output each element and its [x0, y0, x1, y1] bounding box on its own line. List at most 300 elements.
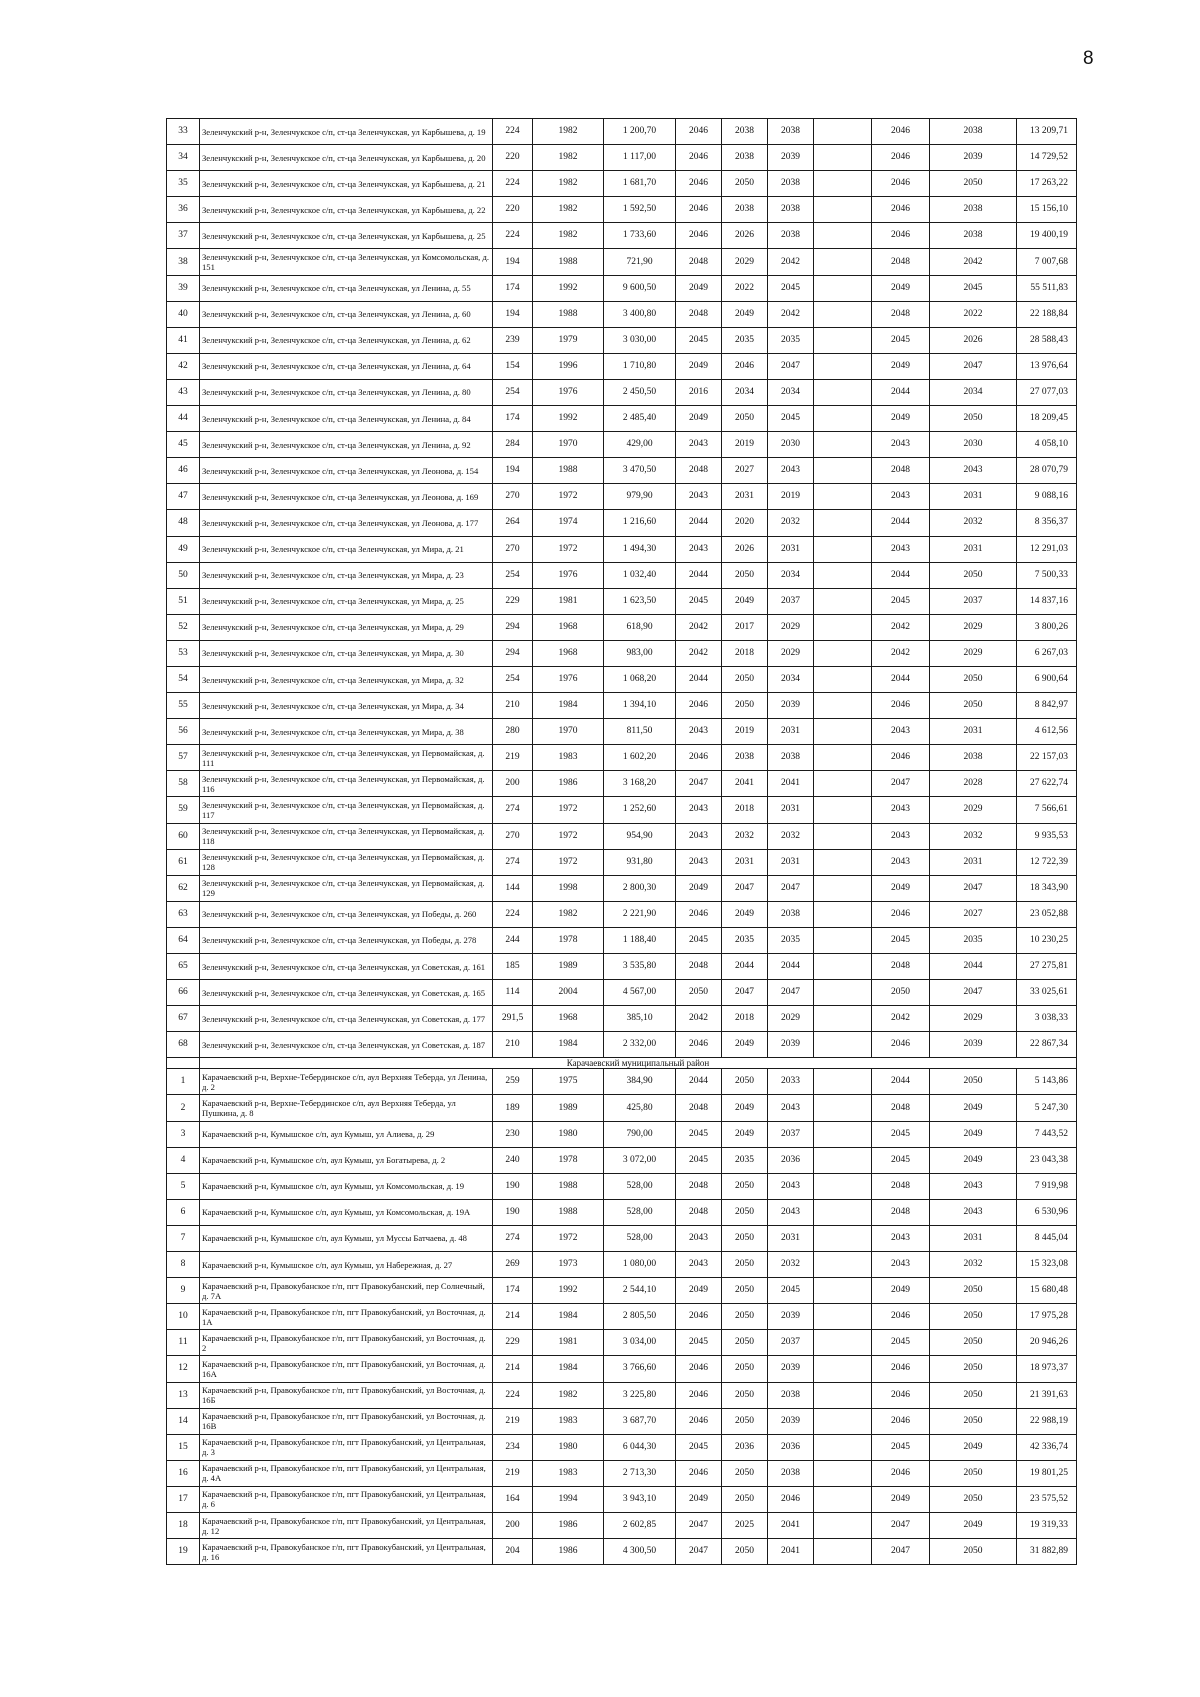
- year-col-2: 2050: [722, 1356, 768, 1382]
- year-col-6: 2050: [930, 1382, 1017, 1408]
- empty-col: [814, 1356, 872, 1382]
- address-cell: Зеленчукский р-н, Зеленчукское с/п, ст-ца Зеленчукская, ул Советская, д. 177: [200, 1006, 493, 1032]
- table-row: [167, 406, 1077, 432]
- amount-cell: 528,00: [604, 1199, 676, 1225]
- year-col-5: 2046: [872, 901, 930, 927]
- year-col-3: 2034: [768, 379, 814, 405]
- table-row: [167, 223, 1077, 249]
- year-col-2: 2031: [722, 484, 768, 510]
- year-col-2: 2050: [722, 1382, 768, 1408]
- row-number: 51: [167, 588, 200, 614]
- year-col-6: 2050: [930, 1408, 1017, 1434]
- area-cell: 219: [493, 1408, 533, 1434]
- year-built-cell: 1982: [533, 901, 604, 927]
- year-col-6: 2030: [930, 432, 1017, 458]
- year-built-cell: 1981: [533, 1330, 604, 1356]
- amount-cell: 1 117,00: [604, 145, 676, 171]
- cost-cell: 9 088,16: [1017, 484, 1077, 510]
- year-col-3: 2036: [768, 1147, 814, 1173]
- year-col-5: 2046: [872, 171, 930, 197]
- row-number: 40: [167, 301, 200, 327]
- cost-cell: 20 946,26: [1017, 1330, 1077, 1356]
- table-row: [167, 1032, 1077, 1058]
- year-col-6: 2050: [930, 562, 1017, 588]
- empty-col: [814, 1278, 872, 1304]
- cost-cell: 15 156,10: [1017, 197, 1077, 223]
- year-col-1: 2046: [676, 1382, 722, 1408]
- amount-cell: 979,90: [604, 484, 676, 510]
- year-col-6: 2029: [930, 797, 1017, 823]
- year-built-cell: 1982: [533, 223, 604, 249]
- year-col-6: 2043: [930, 1199, 1017, 1225]
- table-row: [167, 1069, 1077, 1095]
- year-col-2: 2050: [722, 1252, 768, 1278]
- year-col-3: 2036: [768, 1434, 814, 1460]
- cost-cell: 7 566,61: [1017, 797, 1077, 823]
- year-col-3: 2038: [768, 901, 814, 927]
- cost-cell: 19 319,33: [1017, 1512, 1077, 1538]
- year-col-3: 2032: [768, 1252, 814, 1278]
- year-col-1: 2046: [676, 693, 722, 719]
- row-number: 66: [167, 980, 200, 1006]
- address-cell: Зеленчукский р-н, Зеленчукское с/п, ст-ца Зеленчукская, ул Карбышева, д. 19: [200, 119, 493, 145]
- area-cell: 294: [493, 614, 533, 640]
- year-col-5: 2049: [872, 353, 930, 379]
- year-col-2: 2029: [722, 249, 768, 275]
- year-col-3: 2038: [768, 119, 814, 145]
- row-number: 52: [167, 614, 200, 640]
- table-row: [167, 1147, 1077, 1173]
- amount-cell: 2 544,10: [604, 1278, 676, 1304]
- empty-col: [814, 353, 872, 379]
- year-col-5: 2046: [872, 145, 930, 171]
- housing-registry-table: [166, 118, 1077, 1565]
- year-col-5: 2049: [872, 875, 930, 901]
- year-col-2: 2017: [722, 614, 768, 640]
- year-col-6: 2049: [930, 1121, 1017, 1147]
- area-cell: 240: [493, 1147, 533, 1173]
- empty-col: [814, 1199, 872, 1225]
- address-cell: Зеленчукский р-н, Зеленчукское с/п, ст-ца Зеленчукская, ул Мира, д. 29: [200, 614, 493, 640]
- year-col-1: 2046: [676, 145, 722, 171]
- address-cell: Зеленчукский р-н, Зеленчукское с/п, ст-ца Зеленчукская, ул Победы, д. 260: [200, 901, 493, 927]
- address-cell: Карачаевский р-н, Кумышское с/п, аул Кумыш, ул Муссы Батчаева, д. 48: [200, 1225, 493, 1251]
- address-cell: Зеленчукский р-н, Зеленчукское с/п, ст-ца Зеленчукская, ул Первомайская, д. 118: [200, 823, 493, 849]
- amount-cell: 429,00: [604, 432, 676, 458]
- year-col-2: 2050: [722, 406, 768, 432]
- cost-cell: 27 275,81: [1017, 954, 1077, 980]
- year-col-3: 2046: [768, 1486, 814, 1512]
- amount-cell: 1 494,30: [604, 536, 676, 562]
- year-built-cell: 1984: [533, 693, 604, 719]
- row-number: 50: [167, 562, 200, 588]
- empty-col: [814, 406, 872, 432]
- area-cell: 254: [493, 562, 533, 588]
- year-col-6: 2031: [930, 536, 1017, 562]
- table-row: [167, 745, 1077, 771]
- area-cell: 274: [493, 849, 533, 875]
- year-built-cell: 1975: [533, 1069, 604, 1095]
- year-col-5: 2045: [872, 927, 930, 953]
- table-row: [167, 1278, 1077, 1304]
- area-cell: 224: [493, 1382, 533, 1408]
- cost-cell: 8 356,37: [1017, 510, 1077, 536]
- cost-cell: 6 900,64: [1017, 666, 1077, 692]
- table-row: [167, 1121, 1077, 1147]
- amount-cell: 618,90: [604, 614, 676, 640]
- address-cell: Карачаевский р-н, Кумышское с/п, аул Кумыш, ул Богатырева, д. 2: [200, 1147, 493, 1173]
- year-col-3: 2034: [768, 562, 814, 588]
- year-col-1: 2047: [676, 771, 722, 797]
- cost-cell: 7 443,52: [1017, 1121, 1077, 1147]
- year-col-6: 2043: [930, 458, 1017, 484]
- empty-col: [814, 1539, 872, 1565]
- year-col-3: 2045: [768, 275, 814, 301]
- year-built-cell: 1972: [533, 797, 604, 823]
- year-col-1: 2048: [676, 1173, 722, 1199]
- table-row: [167, 849, 1077, 875]
- area-cell: 224: [493, 223, 533, 249]
- year-built-cell: 1984: [533, 1356, 604, 1382]
- year-col-2: 2025: [722, 1512, 768, 1538]
- address-cell: Зеленчукский р-н, Зеленчукское с/п, ст-ца Зеленчукская, ул Мира, д. 25: [200, 588, 493, 614]
- year-col-5: 2048: [872, 1095, 930, 1121]
- year-built-cell: 1988: [533, 249, 604, 275]
- year-built-cell: 1983: [533, 745, 604, 771]
- year-built-cell: 1998: [533, 875, 604, 901]
- year-built-cell: 1968: [533, 614, 604, 640]
- empty-col: [814, 588, 872, 614]
- year-col-2: 2035: [722, 1147, 768, 1173]
- year-col-1: 2043: [676, 1225, 722, 1251]
- year-col-1: 2046: [676, 1032, 722, 1058]
- area-cell: 254: [493, 379, 533, 405]
- address-cell: Карачаевский р-н, Правокубанское г/п, пгт Правокубанский, ул Восточная, д. 16Б: [200, 1382, 493, 1408]
- table-row: [167, 562, 1077, 588]
- table-row: [167, 249, 1077, 275]
- year-col-1: 2046: [676, 1304, 722, 1330]
- year-col-1: 2048: [676, 458, 722, 484]
- year-col-5: 2046: [872, 1304, 930, 1330]
- year-col-6: 2045: [930, 275, 1017, 301]
- year-built-cell: 1979: [533, 327, 604, 353]
- row-number: 49: [167, 536, 200, 562]
- table-row: [167, 484, 1077, 510]
- year-col-2: 2026: [722, 536, 768, 562]
- empty-col: [814, 719, 872, 745]
- amount-cell: 1 733,60: [604, 223, 676, 249]
- table-row: [167, 1173, 1077, 1199]
- amount-cell: 1 681,70: [604, 171, 676, 197]
- year-col-2: 2049: [722, 1032, 768, 1058]
- cost-cell: 14 729,52: [1017, 145, 1077, 171]
- table-row: [167, 1095, 1077, 1121]
- year-col-5: 2045: [872, 1330, 930, 1356]
- area-cell: 220: [493, 145, 533, 171]
- amount-cell: 3 400,80: [604, 301, 676, 327]
- year-col-5: 2044: [872, 510, 930, 536]
- year-col-1: 2046: [676, 171, 722, 197]
- year-col-3: 2037: [768, 1330, 814, 1356]
- year-col-5: 2046: [872, 223, 930, 249]
- registry-body: [167, 119, 1077, 1565]
- year-built-cell: 1972: [533, 484, 604, 510]
- table-row: [167, 954, 1077, 980]
- year-col-2: 2027: [722, 458, 768, 484]
- year-built-cell: 1983: [533, 1408, 604, 1434]
- address-cell: Зеленчукский р-н, Зеленчукское с/п, ст-ца Зеленчукская, ул Первомайская, д. 111: [200, 745, 493, 771]
- year-col-2: 2049: [722, 588, 768, 614]
- year-col-3: 2039: [768, 145, 814, 171]
- year-col-2: 2050: [722, 1199, 768, 1225]
- empty-col: [814, 1512, 872, 1538]
- year-built-cell: 1982: [533, 1382, 604, 1408]
- area-cell: 174: [493, 406, 533, 432]
- table-row: [167, 1252, 1077, 1278]
- year-col-5: 2046: [872, 693, 930, 719]
- area-cell: 264: [493, 510, 533, 536]
- empty-col: [814, 745, 872, 771]
- amount-cell: 3 943,10: [604, 1486, 676, 1512]
- year-built-cell: 1994: [533, 1486, 604, 1512]
- year-col-6: 2038: [930, 119, 1017, 145]
- row-number: 36: [167, 197, 200, 223]
- year-col-3: 2043: [768, 1095, 814, 1121]
- row-number: 9: [167, 1278, 200, 1304]
- row-number: 57: [167, 745, 200, 771]
- year-col-6: 2043: [930, 1173, 1017, 1199]
- empty-col: [814, 1382, 872, 1408]
- address-cell: Зеленчукский р-н, Зеленчукское с/п, ст-ца Зеленчукская, ул Первомайская, д. 128: [200, 849, 493, 875]
- year-col-3: 2039: [768, 1356, 814, 1382]
- row-number: 65: [167, 954, 200, 980]
- table-row: [167, 640, 1077, 666]
- table-row: [167, 771, 1077, 797]
- cost-cell: 12 291,03: [1017, 536, 1077, 562]
- year-col-1: 2043: [676, 797, 722, 823]
- year-col-2: 2032: [722, 823, 768, 849]
- year-col-6: 2035: [930, 927, 1017, 953]
- amount-cell: 811,50: [604, 719, 676, 745]
- year-col-6: 2032: [930, 823, 1017, 849]
- area-cell: 194: [493, 458, 533, 484]
- amount-cell: 954,90: [604, 823, 676, 849]
- area-cell: 291,5: [493, 1006, 533, 1032]
- row-number: 68: [167, 1032, 200, 1058]
- table-row: [167, 327, 1077, 353]
- year-built-cell: 1984: [533, 1304, 604, 1330]
- amount-cell: 1 200,70: [604, 119, 676, 145]
- row-number: 5: [167, 1173, 200, 1199]
- year-col-1: 2050: [676, 980, 722, 1006]
- row-number: 61: [167, 849, 200, 875]
- empty-col: [814, 1173, 872, 1199]
- address-cell: Карачаевский р-н, Правокубанское г/п, пгт Правокубанский, пер Солнечный, д. 7А: [200, 1278, 493, 1304]
- amount-cell: 1 623,50: [604, 588, 676, 614]
- year-col-2: 2038: [722, 145, 768, 171]
- year-col-3: 2031: [768, 1225, 814, 1251]
- year-built-cell: 1986: [533, 1539, 604, 1565]
- area-cell: 270: [493, 536, 533, 562]
- year-col-5: 2045: [872, 1121, 930, 1147]
- row-number: 11: [167, 1330, 200, 1356]
- address-cell: Карачаевский р-н, Кумышское с/п, аул Кумыш, ул Комсомольская, д. 19: [200, 1173, 493, 1199]
- year-built-cell: 1988: [533, 1199, 604, 1225]
- year-col-3: 2019: [768, 484, 814, 510]
- year-built-cell: 1968: [533, 640, 604, 666]
- row-number: 45: [167, 432, 200, 458]
- year-col-5: 2043: [872, 1225, 930, 1251]
- year-col-5: 2048: [872, 249, 930, 275]
- year-col-6: 2049: [930, 1434, 1017, 1460]
- table-row: [167, 119, 1077, 145]
- area-cell: 219: [493, 1460, 533, 1486]
- address-cell: Зеленчукский р-н, Зеленчукское с/п, ст-ца Зеленчукская, ул Карбышева, д. 25: [200, 223, 493, 249]
- year-col-1: 2043: [676, 484, 722, 510]
- empty-col: [814, 875, 872, 901]
- year-col-2: 2049: [722, 901, 768, 927]
- row-number: 19: [167, 1539, 200, 1565]
- year-col-3: 2033: [768, 1069, 814, 1095]
- amount-cell: 4 300,50: [604, 1539, 676, 1565]
- year-col-2: 2050: [722, 1330, 768, 1356]
- year-col-1: 2049: [676, 275, 722, 301]
- row-number: 37: [167, 223, 200, 249]
- year-col-3: 2035: [768, 327, 814, 353]
- year-col-2: 2035: [722, 327, 768, 353]
- area-cell: 190: [493, 1173, 533, 1199]
- year-col-3: 2039: [768, 1304, 814, 1330]
- year-col-1: 2045: [676, 1147, 722, 1173]
- year-col-6: 2031: [930, 849, 1017, 875]
- row-number: 1: [167, 1069, 200, 1095]
- empty-col: [814, 223, 872, 249]
- year-col-1: 2046: [676, 223, 722, 249]
- year-col-3: 2043: [768, 458, 814, 484]
- amount-cell: 9 600,50: [604, 275, 676, 301]
- cost-cell: 23 043,38: [1017, 1147, 1077, 1173]
- year-col-2: 2047: [722, 980, 768, 1006]
- year-col-6: 2028: [930, 771, 1017, 797]
- amount-cell: 3 072,00: [604, 1147, 676, 1173]
- address-cell: Карачаевский р-н, Правокубанское г/п, пгт Правокубанский, ул Центральная, д. 3: [200, 1434, 493, 1460]
- year-col-5: 2047: [872, 771, 930, 797]
- year-col-3: 2045: [768, 1278, 814, 1304]
- year-col-3: 2041: [768, 1512, 814, 1538]
- table-row: [167, 1434, 1077, 1460]
- empty-col: [814, 1408, 872, 1434]
- area-cell: 274: [493, 797, 533, 823]
- table-row: [167, 1512, 1077, 1538]
- row-number: 55: [167, 693, 200, 719]
- year-col-5: 2043: [872, 484, 930, 510]
- year-col-5: 2043: [872, 432, 930, 458]
- empty-col: [814, 614, 872, 640]
- amount-cell: 425,80: [604, 1095, 676, 1121]
- amount-cell: 1 710,80: [604, 353, 676, 379]
- address-cell: Карачаевский р-н, Правокубанское г/п, пгт Правокубанский, ул Восточная, д. 16В: [200, 1408, 493, 1434]
- year-col-2: 2018: [722, 797, 768, 823]
- amount-cell: 3 034,00: [604, 1330, 676, 1356]
- table-row: [167, 1356, 1077, 1382]
- cost-cell: 15 680,48: [1017, 1278, 1077, 1304]
- address-cell: Зеленчукский р-н, Зеленчукское с/п, ст-ца Зеленчукская, ул Ленина, д. 80: [200, 379, 493, 405]
- year-col-2: 2050: [722, 562, 768, 588]
- address-cell: Карачаевский р-н, Кумышское с/п, аул Кумыш, ул Комсомольская, д. 19А: [200, 1199, 493, 1225]
- year-col-5: 2047: [872, 1539, 930, 1565]
- cost-cell: 7 500,33: [1017, 562, 1077, 588]
- area-cell: 194: [493, 301, 533, 327]
- address-cell: Карачаевский р-н, Правокубанское г/п, пгт Правокубанский, ул Центральная, д. 6: [200, 1486, 493, 1512]
- empty-col: [814, 1121, 872, 1147]
- year-col-2: 2019: [722, 432, 768, 458]
- table-row: [167, 980, 1077, 1006]
- section-header-spacer: [167, 1058, 200, 1069]
- year-col-2: 2035: [722, 927, 768, 953]
- area-cell: 154: [493, 353, 533, 379]
- address-cell: Зеленчукский р-н, Зеленчукское с/п, ст-ца Зеленчукская, ул Ленина, д. 92: [200, 432, 493, 458]
- year-col-2: 2050: [722, 1460, 768, 1486]
- year-col-1: 2046: [676, 197, 722, 223]
- row-number: 46: [167, 458, 200, 484]
- table-row: [167, 666, 1077, 692]
- area-cell: 185: [493, 954, 533, 980]
- year-col-1: 2042: [676, 614, 722, 640]
- row-number: 13: [167, 1382, 200, 1408]
- year-col-2: 2050: [722, 1539, 768, 1565]
- area-cell: 144: [493, 875, 533, 901]
- area-cell: 244: [493, 927, 533, 953]
- area-cell: 190: [493, 1199, 533, 1225]
- cost-cell: 7 007,68: [1017, 249, 1077, 275]
- area-cell: 200: [493, 771, 533, 797]
- area-cell: 280: [493, 719, 533, 745]
- cost-cell: 42 336,74: [1017, 1434, 1077, 1460]
- year-col-6: 2031: [930, 484, 1017, 510]
- address-cell: Зеленчукский р-н, Зеленчукское с/п, ст-ца Зеленчукская, ул Мира, д. 23: [200, 562, 493, 588]
- year-col-3: 2045: [768, 406, 814, 432]
- row-number: 67: [167, 1006, 200, 1032]
- year-col-3: 2029: [768, 1006, 814, 1032]
- year-col-6: 2047: [930, 875, 1017, 901]
- year-col-6: 2050: [930, 1356, 1017, 1382]
- empty-col: [814, 1095, 872, 1121]
- empty-col: [814, 823, 872, 849]
- row-number: 54: [167, 666, 200, 692]
- year-built-cell: 1986: [533, 1512, 604, 1538]
- year-col-2: 2050: [722, 693, 768, 719]
- year-col-2: 2049: [722, 1095, 768, 1121]
- year-col-1: 2043: [676, 823, 722, 849]
- year-built-cell: 1976: [533, 666, 604, 692]
- year-built-cell: 1972: [533, 849, 604, 875]
- year-col-2: 2018: [722, 640, 768, 666]
- year-col-1: 2049: [676, 406, 722, 432]
- area-cell: 210: [493, 1032, 533, 1058]
- year-col-2: 2020: [722, 510, 768, 536]
- year-col-1: 2044: [676, 562, 722, 588]
- cost-cell: 22 867,34: [1017, 1032, 1077, 1058]
- row-number: 15: [167, 1434, 200, 1460]
- cost-cell: 22 157,03: [1017, 745, 1077, 771]
- row-number: 16: [167, 1460, 200, 1486]
- area-cell: 229: [493, 1330, 533, 1356]
- cost-cell: 4 058,10: [1017, 432, 1077, 458]
- cost-cell: 31 882,89: [1017, 1539, 1077, 1565]
- amount-cell: 2 485,40: [604, 406, 676, 432]
- row-number: 38: [167, 249, 200, 275]
- address-cell: Карачаевский р-н, Правокубанское г/п, пгт Правокубанский, ул Восточная, д. 16А: [200, 1356, 493, 1382]
